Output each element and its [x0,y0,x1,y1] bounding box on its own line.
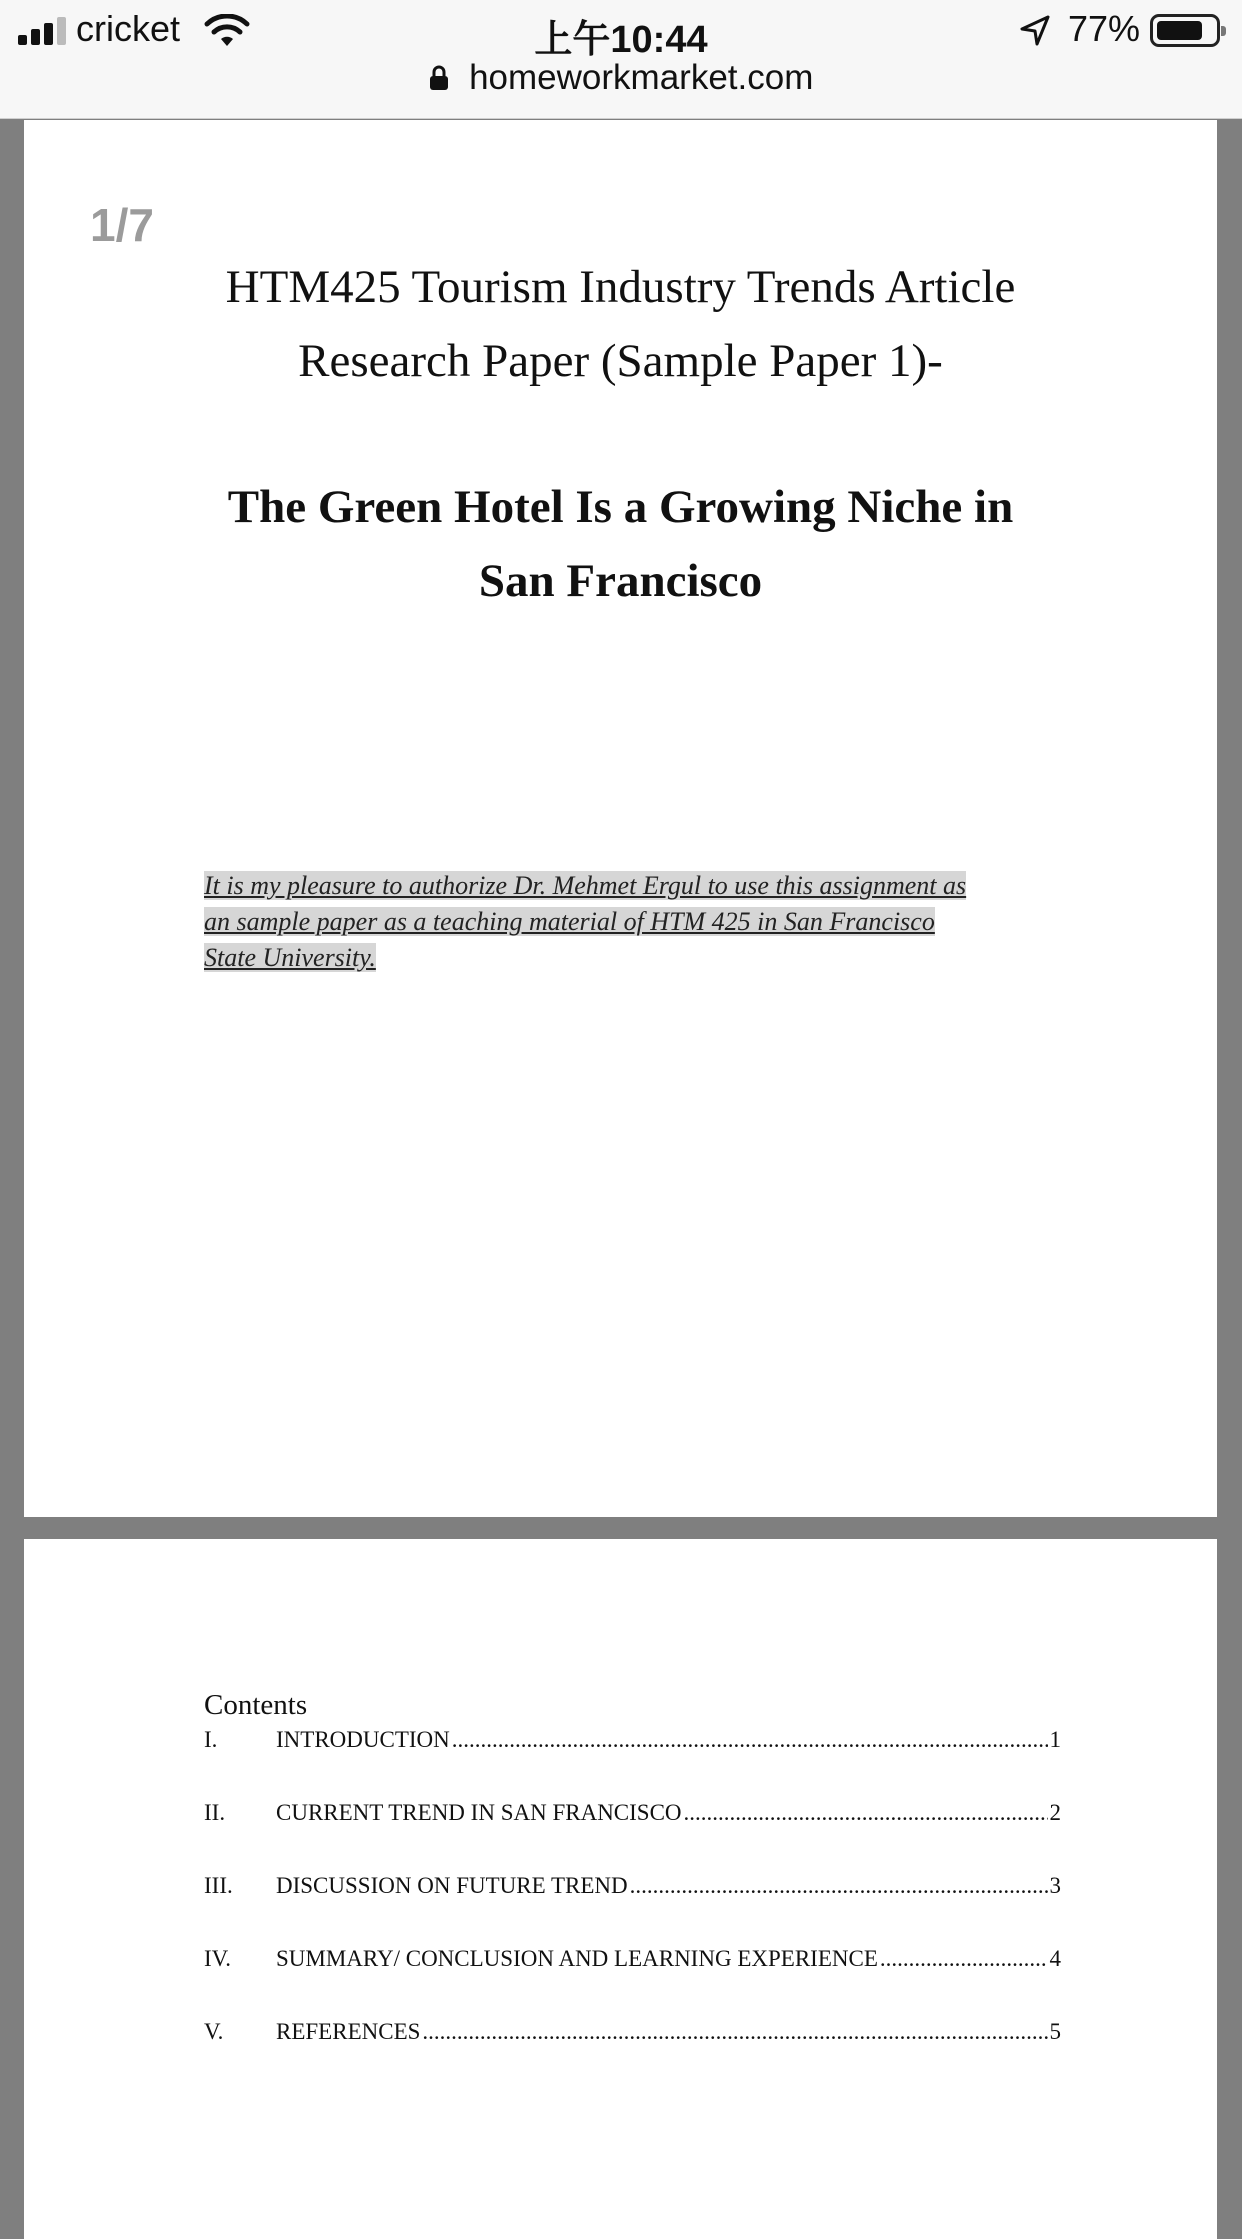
toc-leader [880,1946,1048,1972]
battery-icon [1150,14,1220,47]
toc-page: 3 [1049,1873,1061,1898]
toc-number: II. [204,1800,226,1825]
title-line-2: Research Paper (Sample Paper 1)- [298,335,943,387]
browser-top-bar [0,0,1242,119]
toc-page: 5 [1049,2019,1061,2044]
toc-leader [422,2019,1047,2045]
table-of-contents [204,1727,1061,2092]
authorization-line-2: an sample paper as a teaching material of HTM 425 in San Francisco [204,907,935,936]
status-bar [0,0,1242,62]
title-line-1: HTM425 Tourism Industry Trends Article [225,261,1016,313]
toc-number: III. [204,1873,233,1898]
contents-title: Contents [204,1689,308,1721]
toc-entry[interactable] [204,1800,1061,1873]
toc-page: 4 [1049,1946,1061,1971]
toc-label: INTRODUCTION [276,1727,450,1752]
toc-page: 2 [1049,1800,1061,1825]
toc-label: SUMMARY/ CONCLUSION AND LEARNING EXPERIENCE [276,1946,878,1971]
toc-leader [452,1727,1048,1753]
toc-label: DISCUSSION ON FUTURE TREND [276,1873,628,1898]
toc-page: 1 [1049,1727,1061,1752]
authorization-note [204,868,1054,976]
url-text[interactable]: homeworkmarket.com [469,58,814,97]
toc-number: I. [204,1727,218,1752]
toc-entry[interactable] [204,1873,1061,1946]
document-page-1 [24,120,1217,1517]
authorization-line-1: It is my pleasure to authorize Dr. Mehmet Ergul to use this assignment as [204,871,967,900]
toc-entry[interactable] [204,1727,1061,1800]
heading-line-2: San Francisco [478,555,763,607]
lock-icon [429,65,449,91]
heading-line-1: The Green Hotel Is a Growing Niche in [227,481,1014,533]
toc-label: CURRENT TREND IN SAN FRANCISCO [276,1800,682,1825]
page-indicator: 1/7 [90,199,154,251]
authorization-line-3: State University. [204,943,376,972]
toc-entry[interactable] [204,2019,1061,2092]
toc-number: V. [204,2019,224,2044]
clock: 上午10:44 [534,19,708,61]
document-title [24,250,1217,398]
toc-leader [684,1800,1048,1826]
address-bar[interactable] [0,58,1242,108]
toc-leader [630,1873,1048,1899]
toc-number: IV. [204,1946,232,1971]
toc-label: REFERENCES [276,2019,421,2044]
document-page-2 [24,1539,1217,2239]
location-arrow-icon [1018,14,1052,48]
toc-entry[interactable] [204,1946,1061,2019]
carrier-name: cricket [76,8,181,49]
paper-heading [24,470,1217,618]
battery-percent: 77% [1068,8,1141,49]
